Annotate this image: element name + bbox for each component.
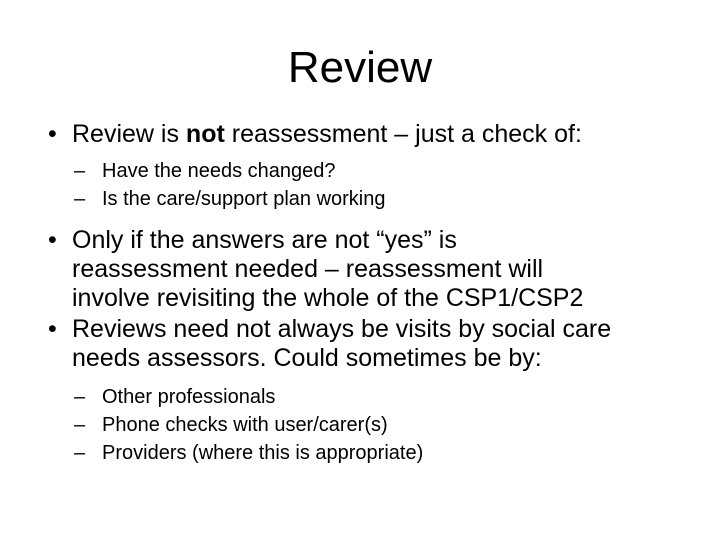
sub-item-text: Providers (where this is appropriate) [102,442,424,464]
dash-marker: – [74,188,86,210]
dash-marker: – [74,414,86,436]
bullet-line: Reviews need not always be visits by social care [72,315,612,343]
bullet-bold-text: not [185,120,225,148]
sub-item [48,411,698,439]
bullet-line: involve revisiting the whole of the CSP1/CSP2 [72,284,584,312]
bullet-review-methods [48,315,698,373]
sub-item-text: Is the care/support plan working [102,188,386,210]
bullet-text: Review is [72,120,186,148]
dash-marker: – [74,160,86,182]
sub-item-text: Phone checks with user/carer(s) [102,414,388,436]
bullet-line: reassessment needed – reassessment will [72,255,544,283]
bullet-reassessment [48,226,698,313]
dash-marker: – [74,442,86,464]
bullet-review-definition [48,120,698,149]
slide-content [48,120,698,467]
dash-marker: – [74,386,86,408]
sub-item [48,439,698,467]
sub-item-text: Other professionals [102,386,276,408]
sub-item [48,185,698,213]
bullet-marker: • [48,315,57,343]
sub-item-text: Have the needs changed? [102,160,336,182]
bullet-line: needs assessors. Could sometimes be by: [72,344,542,372]
sub-list-reviewers [48,383,698,467]
bullet-text: reassessment – just a check of: [224,120,582,148]
sub-item [48,157,698,185]
bullet-line: Only if the answers are not “yes” is [72,226,457,254]
slide-title: Review [287,43,433,92]
sub-list-checks [48,157,698,213]
bullet-marker: • [48,120,57,148]
bullet-marker: • [48,226,57,254]
sub-item [48,383,698,411]
